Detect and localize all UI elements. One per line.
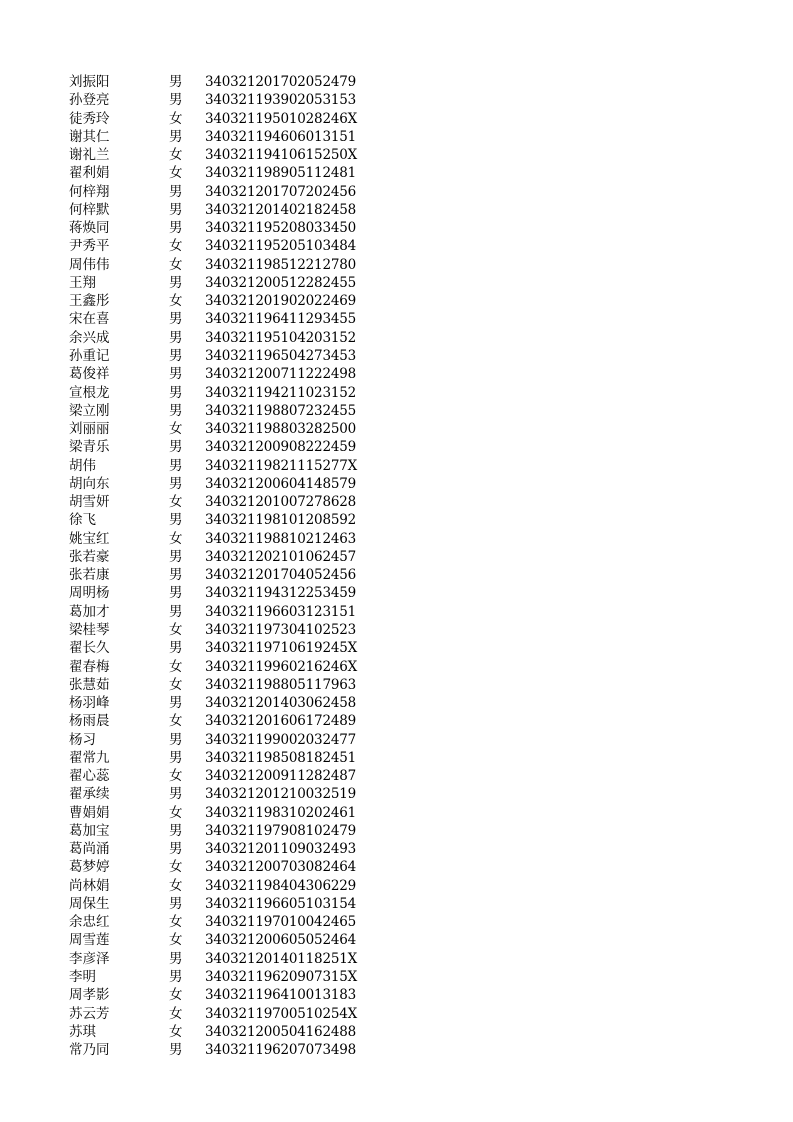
gender-cell: 女 (169, 147, 183, 164)
gender-cell: 男 (169, 786, 183, 803)
gender-cell: 女 (169, 110, 183, 127)
name-cell: 孙重记 (69, 347, 110, 364)
id-number-cell: 340321200604148579 (205, 475, 357, 492)
name-cell: 何梓默 (69, 201, 110, 218)
name-cell: 徒秀玲 (69, 110, 110, 127)
gender-cell: 女 (169, 256, 183, 273)
name-cell: 周伟伟 (69, 256, 110, 273)
name-cell: 王鑫彤 (69, 293, 110, 310)
id-number-cell: 340321200703082464 (205, 859, 357, 876)
name-cell: 张慧茹 (69, 676, 110, 693)
id-number-cell: 34032119960216246X (205, 658, 358, 675)
name-cell: 刘丽丽 (69, 421, 110, 438)
table-row (69, 530, 369, 548)
table-row (69, 548, 369, 566)
gender-cell: 女 (169, 1023, 183, 1040)
gender-cell: 女 (169, 676, 183, 693)
id-number-cell: 340321201210032519 (205, 786, 357, 803)
id-number-cell: 340321198310202461 (205, 804, 357, 821)
gender-cell: 女 (169, 877, 183, 894)
name-cell: 葛加才 (69, 603, 110, 620)
gender-cell: 男 (169, 439, 183, 456)
table-row (69, 438, 369, 456)
table-row (69, 566, 369, 584)
id-number-cell: 340321198512212780 (205, 256, 357, 273)
id-number-cell: 340321198805117963 (205, 676, 357, 693)
gender-cell: 男 (169, 1042, 183, 1059)
table-row (69, 767, 369, 785)
name-cell: 尚林娟 (69, 877, 110, 894)
name-cell: 周雪莲 (69, 932, 110, 949)
table-row (69, 913, 369, 931)
name-cell: 葛梦婷 (69, 859, 110, 876)
id-number-cell: 340321199002032477 (205, 731, 357, 748)
id-number-cell: 340321198404306229 (205, 877, 357, 894)
id-number-cell: 340321196605103154 (205, 895, 357, 912)
name-cell: 苏琪 (69, 1023, 96, 1040)
table-row (69, 694, 369, 712)
id-number-cell: 34032120140118251X (205, 950, 358, 967)
name-cell: 翟长久 (69, 640, 110, 657)
roster-table (69, 73, 369, 1059)
id-number-cell: 340321196603123151 (205, 603, 357, 620)
gender-cell: 男 (169, 329, 183, 346)
name-cell: 翟心蕊 (69, 768, 110, 785)
gender-cell: 男 (169, 603, 183, 620)
name-cell: 胡向东 (69, 475, 110, 492)
gender-cell: 男 (169, 841, 183, 858)
table-row (69, 804, 369, 822)
id-number-cell: 340321196411293455 (205, 311, 357, 328)
table-row (69, 877, 369, 895)
table-row (69, 457, 369, 475)
table-row (69, 603, 369, 621)
id-number-cell: 340321197304102523 (205, 621, 357, 638)
id-number-cell: 340321198101208592 (205, 512, 357, 529)
table-row (69, 292, 369, 310)
name-cell: 梁青乐 (69, 439, 110, 456)
gender-cell: 男 (169, 640, 183, 657)
gender-cell: 女 (169, 293, 183, 310)
gender-cell: 女 (169, 421, 183, 438)
id-number-cell: 340321201902022469 (205, 293, 357, 310)
name-cell: 葛加宝 (69, 822, 110, 839)
id-number-cell: 340321198810212463 (205, 530, 357, 547)
gender-cell: 男 (169, 274, 183, 291)
gender-cell: 男 (169, 749, 183, 766)
gender-cell: 男 (169, 201, 183, 218)
id-number-cell: 340321195208033450 (205, 220, 357, 237)
table-row (69, 402, 369, 420)
gender-cell: 女 (169, 621, 183, 638)
name-cell: 胡雪妍 (69, 494, 110, 511)
id-number-cell: 340321201707202456 (205, 183, 357, 200)
gender-cell: 女 (169, 987, 183, 1004)
gender-cell: 男 (169, 548, 183, 565)
gender-cell: 女 (169, 859, 183, 876)
gender-cell: 男 (169, 969, 183, 986)
table-row (69, 712, 369, 730)
gender-cell: 男 (169, 74, 183, 90)
table-row (69, 347, 369, 365)
gender-cell: 女 (169, 804, 183, 821)
id-number-cell: 340321197908102479 (205, 822, 357, 839)
name-cell: 徐飞 (69, 512, 96, 529)
id-number-cell: 340321201704052456 (205, 567, 357, 584)
name-cell: 翟承续 (69, 786, 110, 803)
table-row (69, 110, 369, 128)
gender-cell: 男 (169, 567, 183, 584)
table-row (69, 822, 369, 840)
name-cell: 杨羽峰 (69, 695, 110, 712)
name-cell: 葛俊祥 (69, 366, 110, 383)
name-cell: 李明 (69, 969, 96, 986)
name-cell: 张若康 (69, 567, 110, 584)
table-row (69, 584, 369, 602)
gender-cell: 男 (169, 183, 183, 200)
gender-cell: 男 (169, 475, 183, 492)
name-cell: 翟利娟 (69, 165, 110, 182)
gender-cell: 男 (169, 822, 183, 839)
name-cell: 宋在喜 (69, 311, 110, 328)
id-number-cell: 34032119501028246X (205, 110, 358, 127)
name-cell: 蒋焕同 (69, 220, 110, 237)
gender-cell: 男 (169, 92, 183, 109)
table-row (69, 858, 369, 876)
table-row (69, 968, 369, 986)
gender-cell: 男 (169, 512, 183, 529)
id-number-cell: 340321196504273453 (205, 347, 357, 364)
table-row (69, 749, 369, 767)
name-cell: 葛尚涌 (69, 841, 110, 858)
gender-cell: 男 (169, 731, 183, 748)
gender-cell: 女 (169, 914, 183, 931)
id-number-cell: 340321195205103484 (205, 238, 357, 255)
gender-cell: 女 (169, 494, 183, 511)
id-number-cell: 340321200512282455 (205, 274, 357, 291)
table-row (69, 931, 369, 949)
table-row (69, 511, 369, 529)
gender-cell: 男 (169, 585, 183, 602)
id-number-cell: 340321200911282487 (205, 768, 357, 785)
name-cell: 翟春梅 (69, 658, 110, 675)
name-cell: 何梓翔 (69, 183, 110, 200)
id-number-cell: 340321194606013151 (205, 128, 357, 145)
id-number-cell: 340321198508182451 (205, 749, 357, 766)
gender-cell: 男 (169, 457, 183, 474)
table-row (69, 384, 369, 402)
id-number-cell: 340321196410013183 (205, 987, 357, 1004)
name-cell: 翟常九 (69, 749, 110, 766)
name-cell: 余兴成 (69, 329, 110, 346)
id-number-cell: 34032119620907315X (205, 969, 358, 986)
id-number-cell: 34032119700510254X (205, 1005, 358, 1022)
name-cell: 梁桂琴 (69, 621, 110, 638)
gender-cell: 男 (169, 366, 183, 383)
name-cell: 曹娟娟 (69, 804, 110, 821)
id-number-cell: 340321194211023152 (205, 384, 357, 401)
table-row (69, 274, 369, 292)
table-row (69, 676, 369, 694)
table-row (69, 128, 369, 146)
table-row (69, 639, 369, 657)
table-row (69, 731, 369, 749)
id-number-cell: 340321193902053153 (205, 92, 357, 109)
name-cell: 宣根龙 (69, 384, 110, 401)
id-number-cell: 340321198905112481 (205, 165, 357, 182)
id-number-cell: 340321198803282500 (205, 421, 357, 438)
id-number-cell: 34032119821115277X (205, 457, 358, 474)
name-cell: 周孝影 (69, 987, 110, 1004)
table-row (69, 1023, 369, 1041)
table-row (69, 256, 369, 274)
gender-cell: 男 (169, 311, 183, 328)
gender-cell: 男 (169, 128, 183, 145)
id-number-cell: 340321201403062458 (205, 695, 357, 712)
table-row (69, 950, 369, 968)
table-row (69, 895, 369, 913)
id-number-cell: 34032119710619245X (205, 640, 358, 657)
table-row (69, 201, 369, 219)
gender-cell: 女 (169, 238, 183, 255)
table-row (69, 621, 369, 639)
table-row (69, 310, 369, 328)
name-cell: 谢礼兰 (69, 147, 110, 164)
table-row (69, 329, 369, 347)
name-cell: 余忠红 (69, 914, 110, 931)
table-row (69, 1005, 369, 1023)
table-row (69, 91, 369, 109)
gender-cell: 男 (169, 950, 183, 967)
name-cell: 常乃同 (69, 1042, 110, 1059)
id-number-cell: 340321202101062457 (205, 548, 357, 565)
table-row (69, 475, 369, 493)
id-number-cell: 340321200504162488 (205, 1023, 357, 1040)
name-cell: 尹秀平 (69, 238, 110, 255)
id-number-cell: 340321201606172489 (205, 713, 357, 730)
name-cell: 张若豪 (69, 548, 110, 565)
gender-cell: 男 (169, 384, 183, 401)
gender-cell: 女 (169, 932, 183, 949)
table-row (69, 493, 369, 511)
table-row (69, 146, 369, 164)
id-number-cell: 340321198807232455 (205, 402, 357, 419)
name-cell: 姚宝红 (69, 530, 110, 547)
gender-cell: 女 (169, 165, 183, 182)
id-number-cell: 340321200908222459 (205, 439, 357, 456)
gender-cell: 女 (169, 768, 183, 785)
table-row (69, 164, 369, 182)
name-cell: 梁立刚 (69, 402, 110, 419)
id-number-cell: 340321200605052464 (205, 932, 357, 949)
gender-cell: 女 (169, 530, 183, 547)
gender-cell: 女 (169, 1005, 183, 1022)
id-number-cell: 340321195104203152 (205, 329, 357, 346)
id-number-cell: 340321201109032493 (205, 841, 357, 858)
table-row (69, 183, 369, 201)
name-cell: 胡伟 (69, 457, 96, 474)
table-row (69, 840, 369, 858)
gender-cell: 女 (169, 713, 183, 730)
name-cell: 杨习 (69, 731, 96, 748)
name-cell: 杨雨晨 (69, 713, 110, 730)
id-number-cell: 340321201402182458 (205, 201, 357, 218)
gender-cell: 男 (169, 220, 183, 237)
gender-cell: 女 (169, 658, 183, 675)
gender-cell: 男 (169, 402, 183, 419)
name-cell: 孙登亮 (69, 92, 110, 109)
id-number-cell: 340321197010042465 (205, 914, 357, 931)
table-row (69, 237, 369, 255)
id-number-cell: 340321201702052479 (205, 74, 357, 90)
table-row (69, 73, 369, 91)
name-cell: 谢其仁 (69, 128, 110, 145)
id-number-cell: 340321196207073498 (205, 1042, 357, 1059)
name-cell: 苏云芳 (69, 1005, 110, 1022)
id-number-cell: 34032119410615250X (205, 147, 358, 164)
name-cell: 周明杨 (69, 585, 110, 602)
table-row (69, 219, 369, 237)
name-cell: 刘振阳 (69, 74, 110, 90)
id-number-cell: 340321200711222498 (205, 366, 357, 383)
table-row (69, 1041, 369, 1059)
id-number-cell: 340321194312253459 (205, 585, 357, 602)
name-cell: 王翔 (69, 274, 96, 291)
name-cell: 周保生 (69, 895, 110, 912)
gender-cell: 男 (169, 895, 183, 912)
id-number-cell: 340321201007278628 (205, 494, 357, 511)
name-cell: 李彦泽 (69, 950, 110, 967)
table-row (69, 785, 369, 803)
table-row (69, 420, 369, 438)
gender-cell: 男 (169, 347, 183, 364)
table-row (69, 658, 369, 676)
table-row (69, 365, 369, 383)
table-row (69, 986, 369, 1004)
gender-cell: 男 (169, 695, 183, 712)
